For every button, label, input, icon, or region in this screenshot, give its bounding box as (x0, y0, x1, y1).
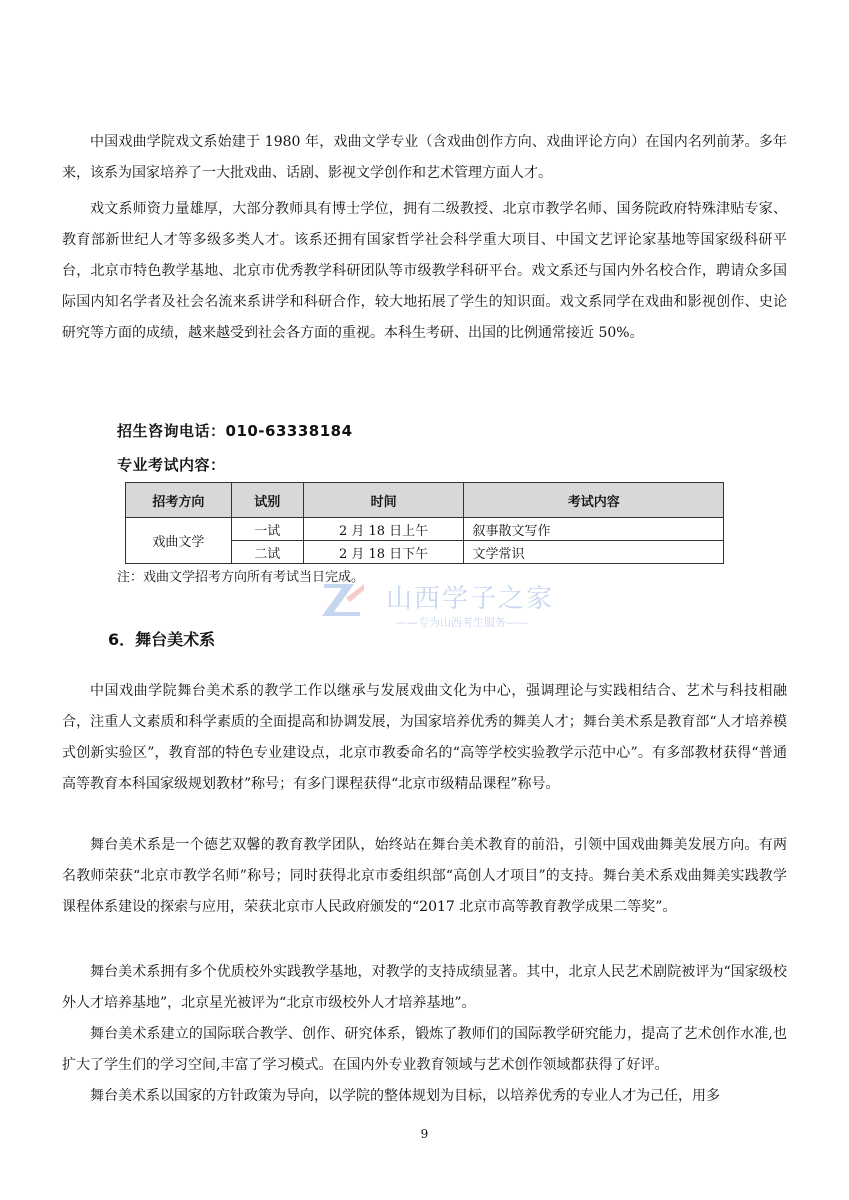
paragraph-stage-art-intro: 中国戏曲学院舞台美术系的教学工作以继承与发展戏曲文化为中心，强调理论与实践相结合、艺术与科技相融合，注重人文素质和科学素质的全面提高和协调发展，为国家培养优秀的舞美人才；舞台美术系是教育部“人才培养模式创新实验区”，教育部的特色专业建设点，北京市教委命名的“高等学校实验教学示范中心”。有多部教材获得“普通高等教育本科国家级规划教材”称号；有多门课程获得“北京市级精品课程”称号。 (62, 683, 787, 792)
watermark (320, 578, 580, 628)
admission-phone: 招生咨询电话：010-63338184 (117, 422, 353, 440)
cell-direction: 戏曲文学 (126, 518, 232, 564)
section-title: 6．舞台美术系 (108, 630, 216, 649)
header-round: 试别 (231, 483, 303, 518)
exam-content-heading: 专业考试内容： (117, 456, 226, 474)
table-header-row (126, 483, 724, 518)
header-time: 时间 (303, 483, 464, 518)
watermark-logo-icon (320, 578, 366, 618)
paragraph-faculty: 戏文系师资力量雄厚，大部分教师具有博士学位，拥有二级教授、北京市教学名师、国务院政府特殊津贴专家、教育部新世纪人才等多级多类人才。该系还拥有国家哲学社会科学重大项目、中国文艺评论家基地等国家级科研平台，北京市特色教学基地、北京市优秀教学科研团队等市级教学科研平台。戏文系还与国内外名校合作，聘请众多国际国内知名学者及社会名流来系讲学和科研合作，较大地拓展了学生的知识面。戏文系同学在戏曲和影视创作、史论研究等方面的成绩，越来越受到社会各方面的重视。本科生考研、出国的比例通常接近 50%。 (62, 201, 787, 341)
page-number: 9 (420, 1127, 429, 1141)
paragraph-stage-art-international: 舞台美术系建立的国际联合教学、创作、研究体系，锻炼了教师们的国际教学研究能力，提高了艺术创作水准,也扩大了学生们的学习空间,丰富了学习模式。在国内外专业教育领域与艺术创作领域都获得了好评。 (62, 1026, 787, 1073)
cell-time: 2 月 18 日上午 (303, 518, 464, 541)
exam-note: 注：戏曲文学招考方向所有考试当日完成。 (117, 570, 365, 585)
paragraph-intro: 中国戏曲学院戏文系始建于 1980 年，戏曲文学专业（含戏曲创作方向、戏曲评论方向）在国内名列前茅。多年来，该系为国家培养了一大批戏曲、话剧、影视文学创作和艺术管理方面人才。 (62, 134, 787, 181)
header-content: 考试内容 (464, 483, 724, 518)
paragraph-stage-art-team: 舞台美术系是一个德艺双馨的教育教学团队，始终站在舞台美术教育的前沿，引领中国戏曲舞美发展方向。有两名教师荣获“北京市教学名师”称号；同时获得北京市委组织部“高创人才项目”的支持。舞台美术系戏曲舞美实践教学课程体系建设的探索与应用，荣获北京市人民政府颁发的“2017 北京市高等教育教学成果二等奖”。 (62, 837, 787, 915)
exam-table (125, 482, 724, 564)
watermark-name: 山西学子之家 (386, 584, 555, 614)
watermark-tagline: ——专为山西考生服务—— (396, 616, 528, 629)
cell-round: 一试 (231, 518, 303, 541)
cell-round: 二试 (231, 541, 303, 564)
header-direction: 招考方向 (126, 483, 232, 518)
table-row (126, 518, 724, 541)
paragraph-stage-art-bases: 舞台美术系拥有多个优质校外实践教学基地，对教学的支持成绩显著。其中，北京人民艺术剧院被评为“国家级校外人才培养基地”，北京星光被评为“北京市级校外人才培养基地”。 (62, 964, 787, 1011)
cell-content: 文学常识 (464, 541, 724, 564)
cell-time: 2 月 18 日下午 (303, 541, 464, 564)
paragraph-stage-art-policy: 舞台美术系以国家的方针政策为导向，以学院的整体规划为目标，以培养优秀的专业人才为己任，用多 (90, 1088, 720, 1104)
cell-content: 叙事散文写作 (464, 518, 724, 541)
